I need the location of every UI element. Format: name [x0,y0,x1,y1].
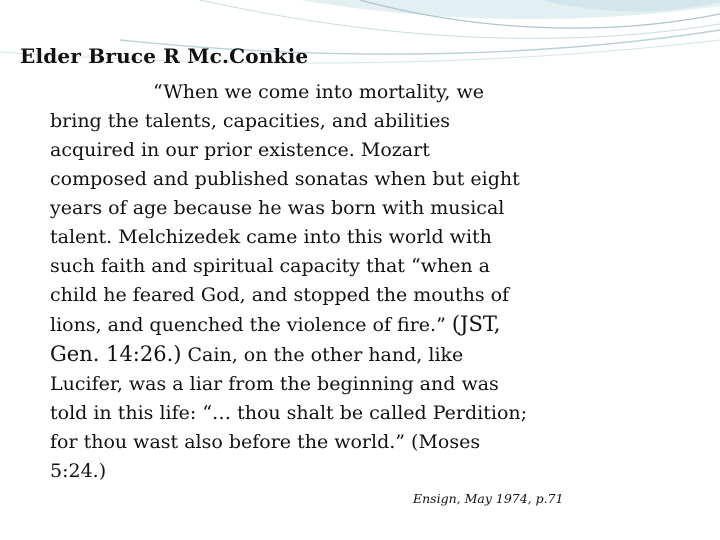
quote-text: lions, and quenched the violence of fire.” [50,314,446,336]
quote-body [50,78,590,486]
decorative-swoosh [0,0,720,80]
citation: Ensign, May 1974, p.71 [413,491,564,506]
scripture-reference: Gen. 14:26.) [50,342,182,366]
quote-line: composed and published sonatas when but eight [50,168,520,190]
quote-text: Cain, on the other hand, like [187,344,464,366]
quote-line: told in this life: “… thou shalt be called Perdition; [50,402,528,424]
quote-line: for thou wast also before the world.” (Moses [50,431,481,453]
quote-line: child he feared God, and stopped the mouths of [50,284,510,306]
quote-line: talent. Melchizedek came into this world with [50,226,492,248]
scripture-reference: (JST, [451,312,501,336]
quote-line: bring the talents, capacities, and abilities [50,110,451,132]
quote-line-with-reference [50,310,590,340]
quote-line: “When we come into mortality, we [153,81,484,103]
quote-line-with-reference [50,340,590,370]
quote-line: Lucifer, was a liar from the beginning and was [50,373,499,395]
quote-line: acquired in our prior existence. Mozart [50,139,430,161]
quote-line: such faith and spiritual capacity that “when a [50,255,491,277]
quote-line: 5:24.) [50,460,107,482]
quote-line: years of age because he was born with musical [50,197,505,219]
slide-title: Elder Bruce R Mc.Conkie [20,44,309,68]
